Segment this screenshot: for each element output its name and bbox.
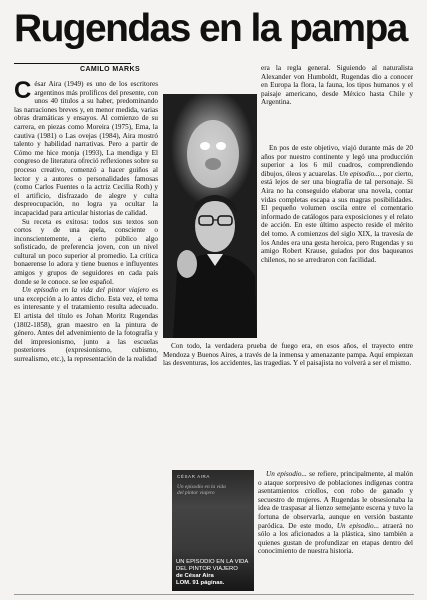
paragraph-7 xyxy=(258,470,413,556)
book-caption xyxy=(176,559,252,587)
dropcap: C xyxy=(14,80,32,104)
column-2-bottom xyxy=(258,470,413,592)
paragraph-intro-rest: predominando las narraciones breves y, en menor medida, varias obras dramáticas y ensayos. Al comienzo de su carrera, en piezas como Moreira (1975), Ema, la cautiva (1981) o Las ovejas (1984), Aira mostró talento y habilidad narrativas. Pero a partir de Cómo me hice monja (1993), La mendiga y El congreso de literatura ofreció reflexiones sobre su proceso creativo, comenzó a hacer guiños al lector y a autores o personalidades famosas (como Carlos Fuentes o la actriz Cecilia Roth) y el artificio, disfrazado de alegre y culta despreocupación, no logra ya ocultar la incapacidad para articular historias de calidad. xyxy=(14,97,158,217)
author-photo xyxy=(163,94,257,338)
paragraph-6: Con todo, la verdadera prueba de fuego era, en esos años, el trayecto entre Mendoza y Buenos Aires, a través de la inmensa y amenazante pampa. Aquí empiezan las desventuras, los accidentes, las tragedias. Y el paisajista no volverá a ser el mismo. xyxy=(163,342,413,368)
paragraph-3-text: es una excepción a lo antes dicho. Esta vez, el tema es interesante y el tratamiento resulta adecuado. El artista del título es Johan Moritz Rugendas (1802-1858), gran maestro en la pintura de género. Antes del advenimiento de la fotografía y del impresionismo, junto a las escuelas posteriores (expresionismo, cubismo, surrealismo, etc.), la representación de la realidad xyxy=(14,286,158,363)
book-caption-publisher: LOM. 91 páginas. xyxy=(176,580,225,586)
book-cover-title: Un episodio en la vida del pintor viajero xyxy=(177,484,226,496)
paragraph-5 xyxy=(261,144,413,264)
bottom-rule xyxy=(14,594,414,595)
paragraph-2-end: se lee español. xyxy=(72,277,114,286)
paragraph-2-text: Su receta es exitosa: todos sus textos son cortos y de una apela, consciente o inconscientemente, a cierto público algo sofisticado, de preferencia joven, con un nivel cultural un poco superior al promedio. La crítica bonaerense lo adora y tiene buenos e influyentes amigos y grupos de seguidores en cada país donde se le conoce. xyxy=(14,217,158,286)
book-caption-author: de César Aira xyxy=(176,573,214,579)
column-2 xyxy=(261,64,413,144)
book-title-mention-3: Un episodio... xyxy=(266,470,307,478)
book-title-mention-4: Un episodio... xyxy=(336,521,379,530)
paragraph-5-text: En pos de este objetivo, viajó durante más de 20 años por nuestro continente y legó una producción superior a los 6 mil cuadros, comprendiendo dibujos, óleos y acuarelas. xyxy=(261,144,413,178)
book-cover-author: CÉSAR AIRA xyxy=(177,474,211,479)
book-caption-title: UN EPISODIO EN LA VIDA DEL PINTOR VIAJERO xyxy=(176,559,249,572)
book-title-mention: Un episodio en la vida del pintor viajero xyxy=(22,286,149,295)
byline-rule xyxy=(14,63,131,64)
paragraph-7-text: se refiere, principalmente, al malón o ataque sorpresivo de poblaciones indígenas contra asentamientos criollos, con robo de ganado y secuestro de mujeres. A Rugendas le obsesionaba la idea de traspasar al lienzo semejante escena y tuvo la fortuna de observarla, aunque en versión bastante paródica. De este modo, xyxy=(258,470,413,530)
paragraph-4: era la regla general. Siguiendo al naturalista Alexander von Humboldt, Rugendas dio a conocer en Europa la flora, la fauna, los tipos humanos y el paisaje americano, desde México hasta Chile y Argentina. xyxy=(261,64,413,107)
paragraph-intro xyxy=(14,80,158,218)
book-title-mention-2: Un episodio... xyxy=(339,169,380,178)
column-1 xyxy=(14,80,158,590)
author-photo-svg xyxy=(163,94,257,338)
paragraph-intro-lead: ésar Aira (1949) es uno de los escritores argentinos más prolíficos del presente, con unos 40 títulos a su haber, xyxy=(34,80,158,106)
column-2-lower xyxy=(163,342,413,470)
paragraph-5-rest: , por cierto, está lejos de ser una biografía de tal personaje. Si Aira no ha conseguido elaborar una novela, contar vidas completas escapa a sus magras posibilidades. El pequeño volumen oscila entre el comentario informado de catálogos para exposiciones y el relato de acción. En este último aspecto reside el mérito del tomo. A comienzos del siglo XIX, la travesía de los Andes era una gesta heroica, pero Rugendas y su amigo Robert Krause, guiados por dos baqueanos chilenos, no se arredraron con facilidad. xyxy=(261,169,413,264)
paragraph-2 xyxy=(14,218,158,287)
article-title: Rugendas en la pampa xyxy=(14,7,407,50)
book-cover xyxy=(172,470,254,591)
byline: CAMILO MARKS xyxy=(80,66,141,73)
paragraph-3 xyxy=(14,286,158,363)
paragraph-7-end: atraerá no sólo a los aficionados a la plástica, sino también a quienes gustan de profundizar en etapas dentro del conocimiento de nuestra historia. xyxy=(258,521,413,556)
